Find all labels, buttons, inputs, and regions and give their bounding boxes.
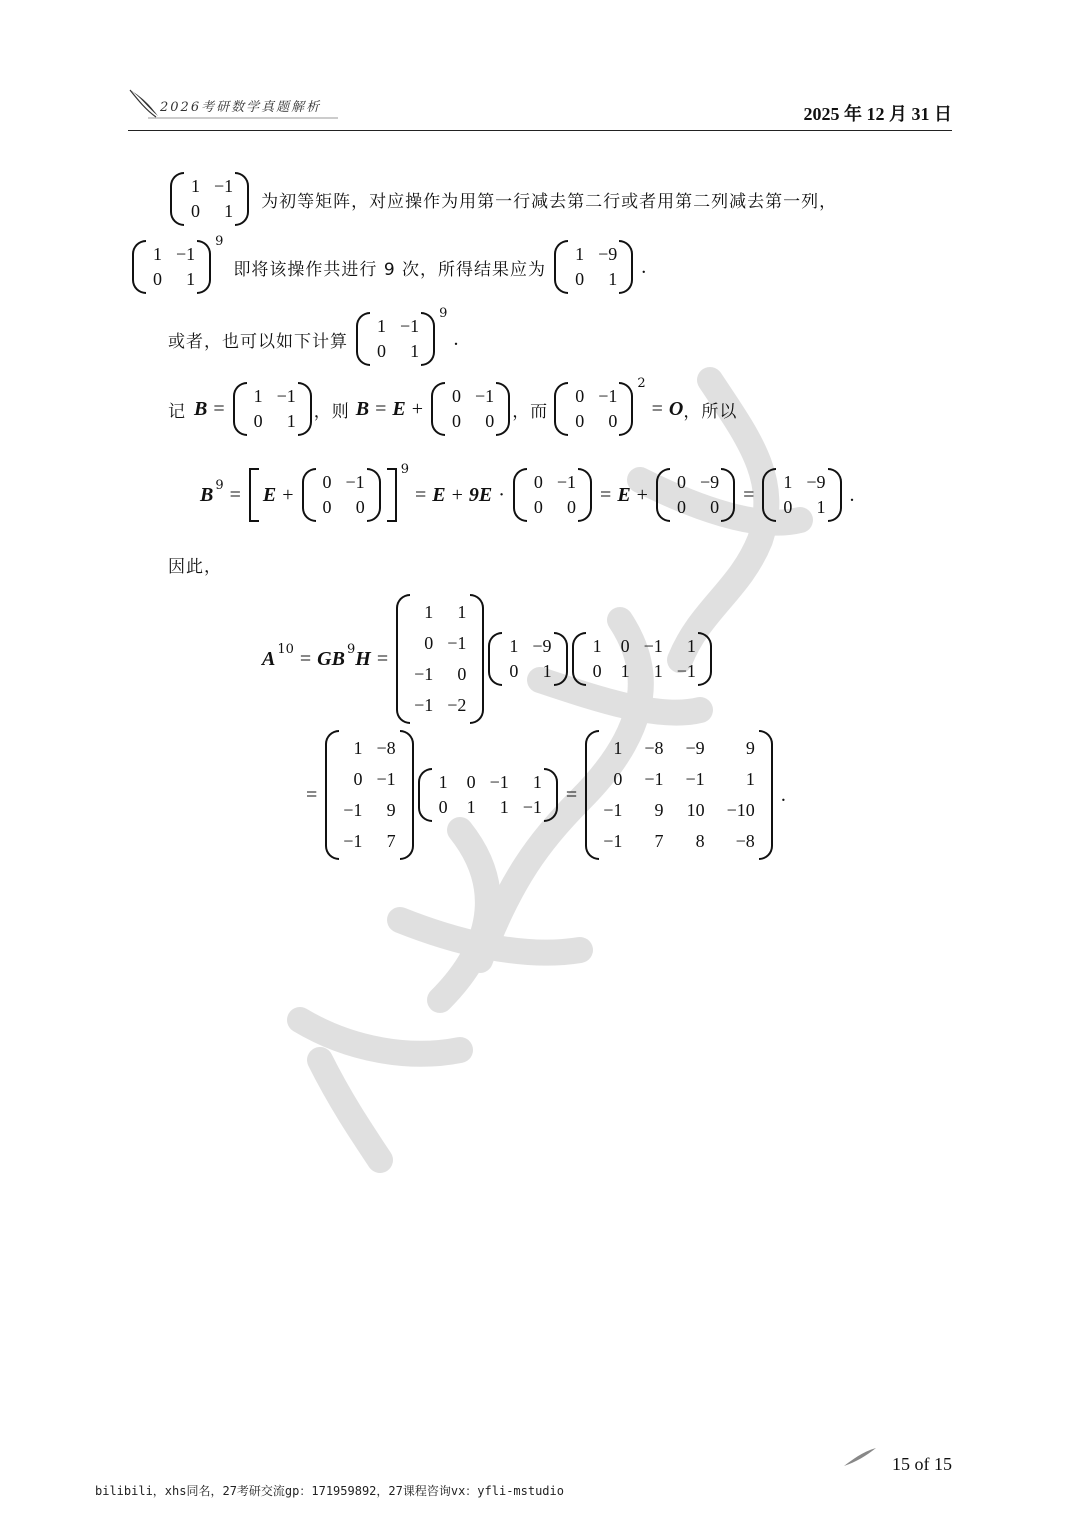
matrix-0-n1-0-0: 0 −1 0 0 [431,382,510,436]
matrix-1-n1-0-1: 1 −1 0 1 [170,172,249,226]
matrix-A10: 1 −8 −9 9 0 −1 −1 1 −1 9 10 −10 −1 7 8 −8 [585,730,773,860]
line-3: 或者，也可以如下计算 1 −1 0 1 $^9$ . [168,312,464,366]
line-A10-result: = 1 −8 0 −1 −1 9 −1 7 1 0 −1 1 0 1 1 −1 = 1 −8 −9 9 0 −1 −1 1 −1 9 10 −10 −1 7 8 −8 . [300,730,792,860]
matrix-0-n1-0-0-squared: 0 −1 0 0 [554,382,633,436]
matrix-1-n1-0-1-alt: 1 −1 0 1 [356,312,435,366]
matrix-1-n9-0-1: 1 −9 0 1 [554,240,633,294]
matrix-H-2: 1 0 −1 1 0 1 1 −1 [418,768,558,822]
page-header [128,82,952,131]
bracket-group: E + 0 −1 0 0 [249,468,397,522]
line-A10: A $^{10}$ = GB $^9$ H = 1 1 0 −1 −1 0 −1 −2 1 −9 0 1 1 0 −1 1 0 1 1 −1 [262,594,714,724]
line-5-B9: B $^9$ = E + 0 −1 0 0 $^9$ = E + 9E · 0 −1 0 0 = E + 0 −9 0 0 = 1 −9 0 1 . [200,468,861,522]
line-2: 1 −1 0 1 $^9$ 即将该操作共进行 9 次，所得结果应为 1 −9 0 1 . [130,240,652,294]
paragraph-2-text: 即将该操作共进行 9 次，所得结果应为 [233,259,547,280]
matrix-H: 1 0 −1 1 0 1 1 −1 [572,632,712,686]
feather-footer-icon [842,1446,878,1468]
matrix-B9: 1 −9 0 1 [488,632,567,686]
paragraph-1-text: 为初等矩阵，对应操作为用第一行减去第二行或者用第二列减去第一列， [261,191,838,212]
matrix-G: 1 1 0 −1 −1 0 −1 −2 [396,594,484,724]
line-4: 记 B = 1 −1 0 1 ，则 B = E + 0 −1 0 0 ，而 0 −1 0 0 $^2$ = O ，所以 [168,382,737,436]
therefore-text: 因此， [168,557,222,577]
page-number: 15 of 15 [892,1454,952,1474]
matrix-GB9: 1 −8 0 −1 −1 9 −1 7 [325,730,413,860]
matrix-1-n1-0-1-power: 1 −1 0 1 [132,240,211,294]
line-1 [168,172,837,226]
logo-title: 2026考研数学真题解析 [160,100,322,115]
paragraph-3-text: 或者，也可以如下计算 [168,331,348,352]
matrix-B: 1 −1 0 1 [233,382,312,436]
header-date: 2025 年 12 月 31 日 [803,104,952,124]
footer-contact: bilibili，xhs同名，27考研交流gp：171959892，27课程咨询vx：yfli-mstudio [95,1484,564,1498]
